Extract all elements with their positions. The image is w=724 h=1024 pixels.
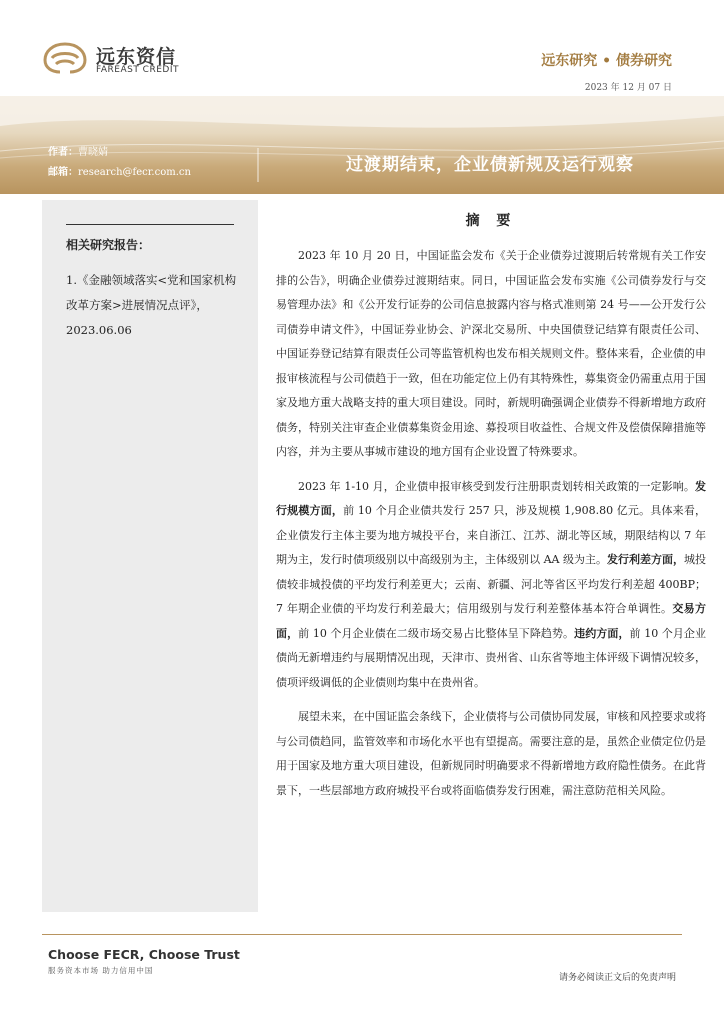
footer-disclaimer: 请务必阅读正文后的免责声明	[558, 973, 676, 983]
p2-bold-default: 违约方面，	[574, 626, 630, 640]
p2-bold-trading: 交易方面，	[276, 602, 707, 640]
footer-divider	[42, 934, 682, 935]
footer-slogan: Choose FECR, Choose Trust	[48, 947, 240, 962]
related-reports-heading: 相关研究报告：	[66, 238, 151, 252]
related-report-item[interactable]: 1.《金融领域落实<党和国家机构改革方案>进展情况点评》，2023.06.06	[66, 273, 237, 337]
author-name: 曹晓婧	[78, 147, 108, 158]
abstract-paragraph-2	[276, 475, 706, 696]
p2-text-4: 前 10 个月企业债在二级市场交易占比整体呈下降趋势。	[298, 626, 575, 640]
abstract-paragraph-1: 2023 年 10 月 20 日，中国证监会发布《关于企业债券过渡期后转常规有关工作安排的公告》，明确企业债券过渡期结束。同日，中国证监会发布实施《公司债券发行与交易管理办法》和《公开发行证券的公司信息披露内容与格式准则第 24 号——公开发行公司债券申请文件》，中国证券业协会、沪深北交易所、中央国债登记结算有限责任公司、中国证券登记结算有限责任公司等监管机构也发布相关规则文件。整体来看，企业债的申报审核流程与公司债趋于一致，但在功能定位上仍有其特殊性，募集资金仍需重点用于国家及地方重大战略支持的重大项目建设。同时，新规明确强调企业债券不得新增地方政府债务，特别关注审查企业债募集资金用途、募投项目收益性、合规文件及偿债保障措施等内容，并为主要从事城市建设的地方国有企业设置了特殊要求。	[276, 249, 706, 458]
abstract-section	[276, 210, 706, 813]
report-date: 2023 年 12 月 07 日	[584, 83, 672, 93]
page-header	[0, 0, 724, 92]
report-title: 过渡期结束，企业债新规及运行观察	[346, 155, 634, 175]
sidebar-divider	[66, 224, 234, 225]
email-address[interactable]: research@fecr.com.cn	[78, 167, 191, 178]
author-line	[48, 143, 108, 158]
p2-text-5: 前 10 个月企业债尚无新增违约与展期情况出现，天津市、贵州省、山东省等地主体评级下调情况较多，债项评级调低的企业债则均集中在贵州省。	[276, 626, 707, 689]
p2-bold-spread: 发行利差方面，	[606, 553, 684, 566]
fareast-logo-icon	[42, 40, 88, 74]
abstract-paragraph-3: 展望未来，在中国证监会条线下，企业债将与公司债协同发展，审核和风控要求或将与公司债趋同，监管效率和市场化水平也有望提高。需要注意的是，虽然企业债定位仍是用于国家及地方重大项目建设，但新规同时明确要求不得新增地方政府隐性债务。在此背景下，一些层部地方政府城投平台或将面临债券发行困难，需注意防范相关风险。	[276, 710, 706, 797]
email-line	[48, 163, 191, 178]
banner-wave-decoration	[0, 96, 724, 194]
title-banner	[0, 96, 724, 194]
p2-bold-issuance: 发行规模方面，	[276, 479, 706, 517]
p2-text-1: 2023 年 1-10 月，企业债申报审核受到发行注册职责划转相关政策的一定影响。	[298, 479, 695, 493]
logo-english-name: FAREAST CREDIT	[96, 65, 179, 75]
company-logo	[42, 40, 202, 80]
author-label: 作者：	[48, 147, 78, 158]
p2-text-3: 城投债较非城投债的平均发行利差更大；云南、新疆、河北等省区平均发行利差超 400BP；7 年期企业债的平均发行利差最大；信用级别与发行利差整体基本符合单调性。	[276, 553, 707, 615]
email-label: 邮箱：	[48, 167, 78, 178]
research-category: 远东研究 • 债券研究	[541, 53, 672, 69]
abstract-title: 摘 要	[465, 213, 517, 229]
logo-chinese-name: 远东资信	[96, 46, 177, 68]
footer-subtitle: 服务资本市场 助力信用中国	[48, 966, 154, 975]
p2-text-2: 前 10 个月企业债共发行 257 只，涉及规模 1,908.80 亿元。具体来看，企业债发行主体主要为地方城投平台，来自浙江、江苏、湖北等区域，期限结构以 7 年期为主，发行时债项级别以中高级别为主，主体级别以 AA 级为主。	[276, 504, 706, 566]
